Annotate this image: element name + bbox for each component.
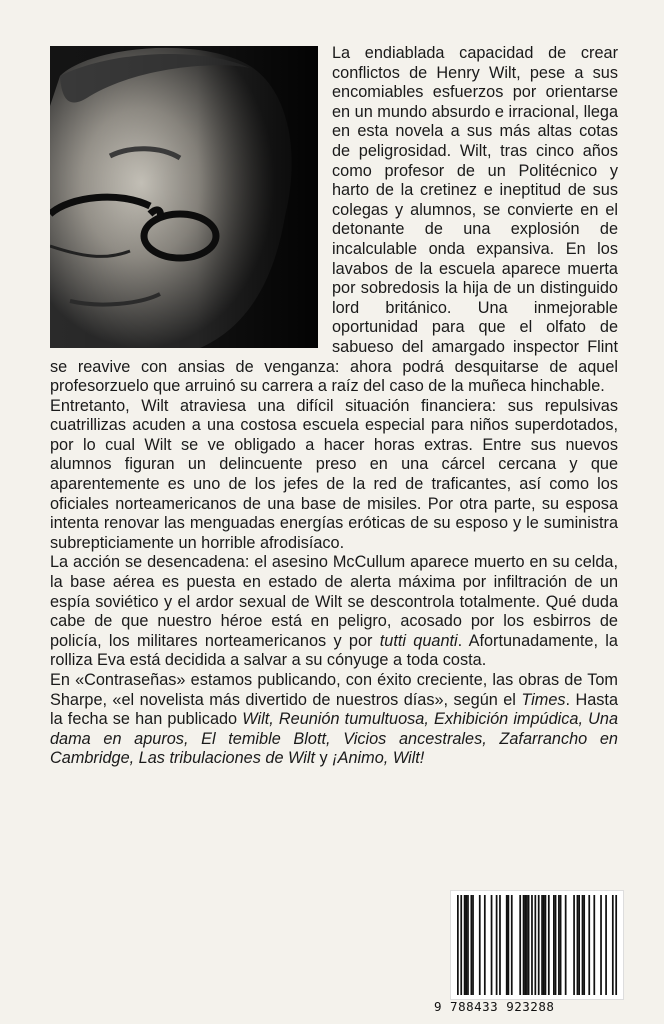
barcode-bar (600, 895, 602, 995)
barcode-bar (560, 895, 562, 995)
barcode-bar (605, 895, 607, 995)
barcode-bar (526, 895, 528, 995)
barcode-bar (553, 895, 555, 995)
barcode-bar (541, 895, 543, 995)
barcode-bar (583, 895, 585, 995)
italic-text: ¡Animo, Wilt! (332, 749, 425, 768)
barcode-bar (464, 895, 466, 995)
barcode-bar (531, 895, 533, 995)
barcode-bar (534, 895, 536, 995)
barcode-bar (524, 895, 526, 995)
barcode-bar (511, 895, 513, 995)
barcode-bar (612, 895, 614, 995)
barcode-bar (523, 895, 525, 995)
text-run: y (315, 749, 333, 768)
barcode-bar (582, 895, 584, 995)
barcode-bar (467, 895, 469, 995)
synopsis-text (50, 44, 618, 769)
barcode-bar (577, 895, 579, 995)
text-run: La acción se desencadena: el asesino McCullum aparece muerto en su celda, la base aérea es puesta en estado de alerta máxima por infiltración de un espía soviético y el ardor sexual de Wilt se descontrola totalmente. Qué duda cabe de que nuestro héroe está en peligro, acosado por los esbirros de policía, los militares norteamericanos y por (50, 553, 618, 650)
barcode-bar (615, 895, 617, 995)
barcode-bar (499, 895, 501, 995)
italic-text: tutti quanti (379, 631, 458, 650)
barcode-bar (545, 895, 547, 995)
barcode-bar (457, 895, 459, 995)
barcode-bar (472, 895, 474, 995)
barcode-bar (465, 895, 467, 995)
barcode-bar (496, 895, 498, 995)
barcode-bar (479, 895, 481, 995)
synopsis-paragraph (50, 671, 618, 769)
synopsis-paragraph (50, 553, 618, 671)
isbn-barcode (450, 890, 624, 1000)
barcode-bar (548, 895, 550, 995)
text-run: Entretanto, Wilt atraviesa una difícil situación financiera: sus repulsivas cuatrillizas acuden a una costosa escuela especial para niños superdotados, por lo cual Wilt se ve obligado a hacer horas extras. Entre sus nuevos alumnos figuran un delincuente preso en una cárcel cercana y que aparentemente es uno de los jefes de la red de traficantes, así como los oficiales norteamericanos de una base de misiles. Por otra parte, su esposa intenta renovar las menguadas energías eróticas de su esposo y le suministra subrepticiamente un horrible afrodisíaco. (50, 396, 618, 552)
text-run: La endiablada capacidad de crear conflictos de Henry Wilt, pese a sus encomiables esfuerzos por orientarse en un mundo absurdo e irracional, llega en esta novela a sus más altas cotas de peligrosidad. Wilt, tras cinco años como profesor de un Politécnico y harto de la cretinez e ineptitud de sus colegas y alumnos, se convierte en el detonante de una explosión de incalculable onda expansiva. En los lavabos de la escuela aparece muerta por sobredosis la hija de un distinguido lord británico. Una inmejorable oportunidad para que el olfato de sabueso del amargado inspector Flint se reavive con ansias de venganza: ahora podrá desquitarse de aquel profesorzuelo que arruinó su carrera a raíz del caso de la muñeca hinchable. (50, 44, 619, 396)
italic-text: Wilt, Reunión tumultuosa, Exhibición impúdica, Una dama en apuros, El temible Blott, Vicios ancestrales, Zafarrancho en Cambridge, Las tribulaciones de Wilt (50, 710, 619, 768)
barcode-bar (543, 895, 545, 995)
barcode-bar (558, 895, 560, 995)
barcode-bar (593, 895, 595, 995)
barcode-bar (588, 895, 590, 995)
text-run: . Afortunadamente, la rolliza Eva está decidida a salvar a su cónyuge a toda costa. (50, 631, 618, 670)
italic-text: Times (521, 690, 566, 709)
barcode-bar (565, 895, 567, 995)
synopsis-paragraph (50, 397, 618, 554)
barcode-bar (528, 895, 530, 995)
barcode-bar (519, 895, 521, 995)
isbn-number: 9 788433 923288 (434, 999, 555, 1014)
barcode-bar (578, 895, 580, 995)
barcode-bar (508, 895, 510, 995)
barcode-bar (470, 895, 472, 995)
barcode-bar (573, 895, 575, 995)
barcode-bar (555, 895, 557, 995)
photo-wrap-space (50, 44, 332, 350)
barcode-bar (460, 895, 462, 995)
barcode-bar (506, 895, 508, 995)
barcode-bar (484, 895, 486, 995)
barcode-bar (491, 895, 493, 995)
barcode-bar (538, 895, 540, 995)
text-run: En «Contraseñas» estamos publicando, con éxito creciente, las obras de Tom Sharpe, «el novelista más divertido de nuestros días», según el (50, 671, 618, 709)
text-run: . Hasta la fecha se han publicado (50, 690, 618, 729)
